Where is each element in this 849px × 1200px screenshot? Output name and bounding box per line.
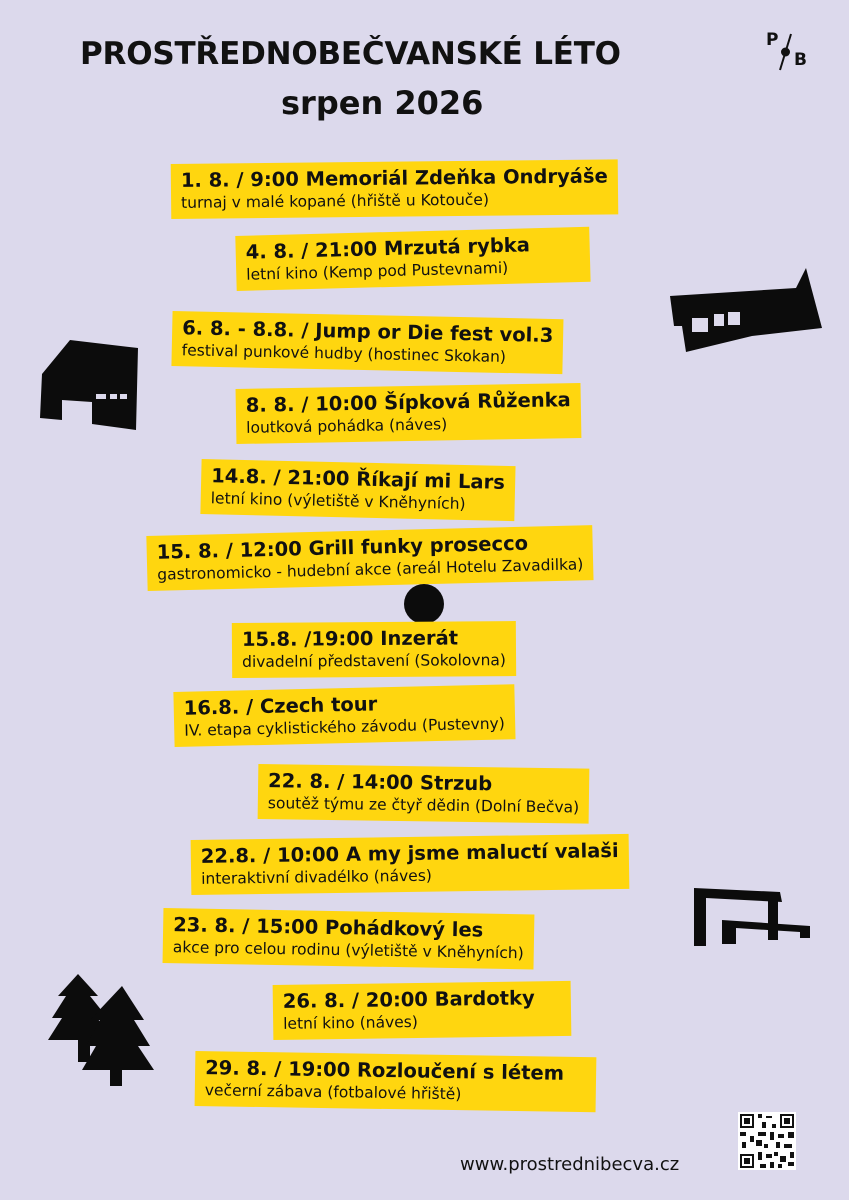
- event-description: gastronomicko - hudební akce (areál Hotelu Zavadilka): [157, 555, 584, 584]
- event-item: [173, 684, 515, 747]
- event-heading: 15. 8. / 12:00 Grill funky prosecco: [156, 531, 529, 564]
- event-description: divadelní představení (Sokolovna): [242, 651, 506, 671]
- event-description: letní kino (náves): [283, 1012, 418, 1033]
- event-description: večerní zábava (fotbalové hřiště): [204, 1081, 462, 1104]
- house-icon: [36, 338, 144, 442]
- event-item: [146, 525, 593, 591]
- event-description: festival punkové hudby (hostinec Skokan): [181, 341, 507, 366]
- event-description: interaktivní divadélko (náves): [201, 866, 433, 888]
- event-description: loutková pohádka (náves): [246, 415, 448, 437]
- event-item: [163, 908, 535, 969]
- event-heading: 26. 8. / 20:00 Bardotky: [282, 986, 535, 1013]
- logo-letter-b: B: [794, 50, 807, 70]
- event-heading: 8. 8. / 10:00 Šípková Růženka: [245, 388, 571, 417]
- website-link[interactable]: www.prostrednibecva.cz: [460, 1154, 680, 1175]
- event-item: [235, 227, 591, 291]
- event-description: akce pro celou rodinu (výletiště v Kněhyních): [172, 938, 524, 963]
- event-description: soutěž týmu ze čtyř dědin (Dolní Bečva): [267, 794, 580, 817]
- logo-letter-p: P: [766, 30, 779, 50]
- cabin-icon: [668, 266, 826, 362]
- event-heading: 22.8. / 10:00 A my jsme maluctí valaši: [200, 839, 619, 868]
- event-description: turnaj v malé kopané (hřiště u Kotouče): [181, 190, 490, 212]
- event-description: IV. etapa cyklistického závodu (Pustevny): [184, 714, 505, 740]
- event-description: letní kino (výletiště v Kněhyních): [210, 489, 466, 514]
- event-heading: 22. 8. / 14:00 Strzub: [267, 769, 493, 796]
- table-bench-icon: [692, 886, 814, 954]
- event-heading: 4. 8. / 21:00 Mrzutá rybka: [245, 233, 531, 264]
- event-heading: 16.8. / Czech tour: [183, 692, 378, 720]
- event-item: [171, 311, 563, 374]
- event-description: letní kino (Kemp pod Pustevnami): [246, 258, 509, 284]
- black-dot: [404, 584, 444, 624]
- event-item: [258, 764, 590, 824]
- event-heading: 15.8. /19:00 Inzerát: [241, 626, 459, 651]
- event-heading: 23. 8. / 15:00 Pohádkový les: [172, 913, 484, 942]
- event-heading: 6. 8. - 8.8. / Jump or Die fest vol.3: [181, 316, 554, 347]
- event-heading: 14.8. / 21:00 Říkají mi Lars: [210, 464, 506, 494]
- event-item: [273, 981, 572, 1040]
- spruce-trees-icon: [38, 970, 156, 1086]
- event-item: [191, 834, 630, 895]
- event-item: [171, 159, 618, 219]
- qr-code-icon: [738, 1112, 796, 1170]
- poster-subtitle: srpen 2026: [281, 84, 484, 122]
- event-item: [236, 383, 582, 444]
- event-item: [232, 621, 516, 678]
- event-heading: 29. 8. / 19:00 Rozloučení s létem: [204, 1056, 565, 1085]
- pb-logo: [764, 30, 814, 74]
- poster-title: PROSTŘEDNOBEČVANSKÉ LÉTO: [80, 36, 621, 72]
- event-heading: 1. 8. / 9:00 Memoriál Zdeňka Ondryáše: [180, 164, 608, 192]
- event-item: [200, 459, 515, 521]
- event-item: [195, 1051, 597, 1112]
